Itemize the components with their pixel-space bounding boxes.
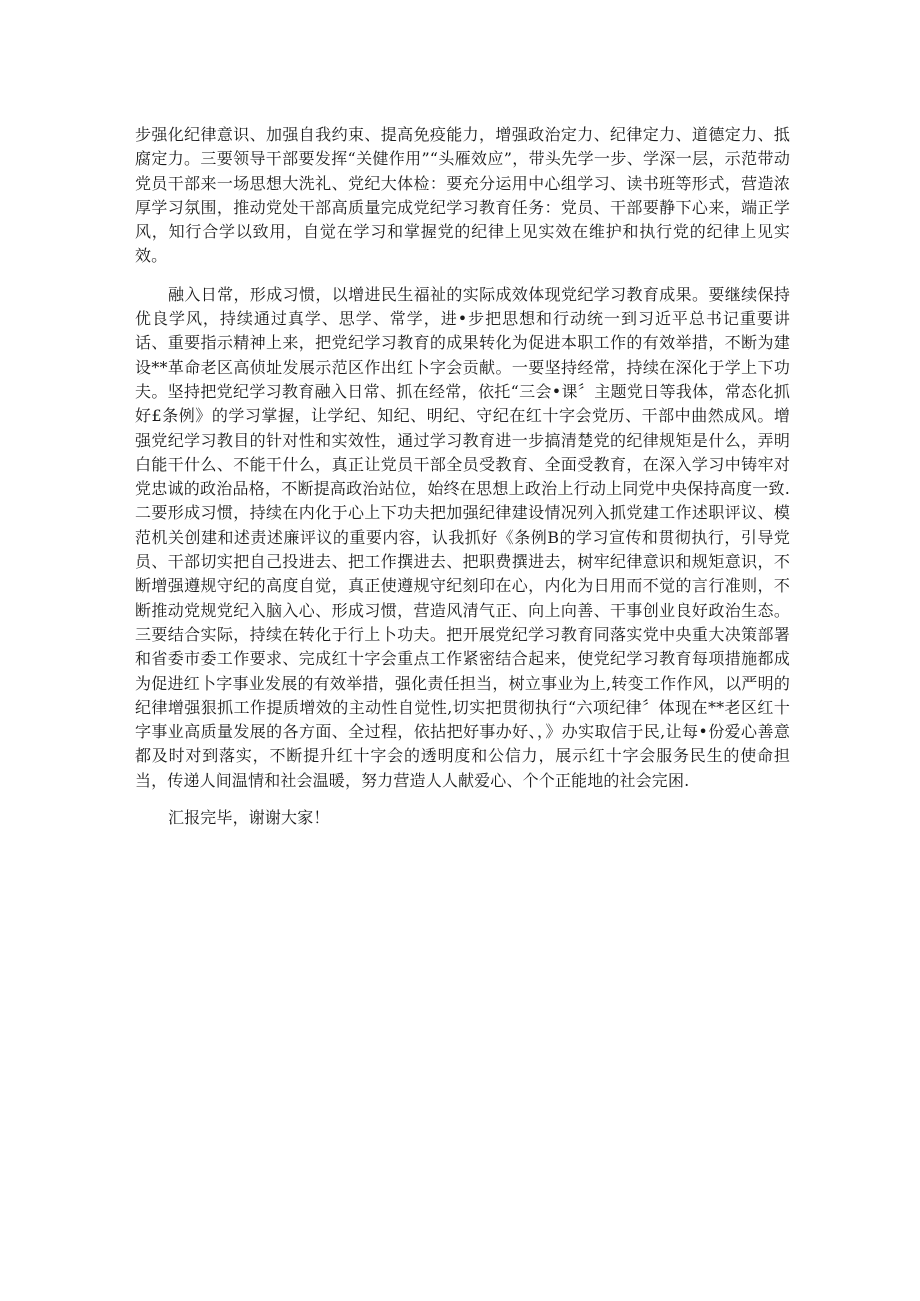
paragraph-integrate-daily: 融入日常，形成习惯，以增进民生福祉的实际成效体现党纪学习教育成果。要继续保持优良学风，持续通过真学、思学、常学，进•步把思想和行动统一到习近平总书记重要讲话、重要指示精神上来，把党纪学习教育的成果转化为促进本职工作的有效举措，不断为建设**革命老区高侦址发展示范区作出红卜字会贡献。一要坚持经常，持续在深化于学上下功夫。坚持把党纪学习教育融入日常、抓在经常，依托“三会•课〞主题党日等我体，常态化抓好£条例》的学习掌握，让学纪、知纪、明纪、守纪在红十字会党历、干部中曲然成风。增强党纪学习教目的针对性和实效性，通过学习教育进一步搞清楚党的纪律规矩是什么，弄明白能干什么、不能干什么，真正让党员干部全员受教育、全面受教育，在深入学习中铸牢对党忠诚的政治品格，不断提高政治站位，始终在思想上政治上行动上同党中央保持高度一致.二要形成习惯，持续在内化于心上下功夫把加强纪律建设情况列入抓党建工作述职评议、模范机关创建和述责述廉评议的重要内容，认我抓好《条例B的学习宣传和贯彻执行，引导党员、干部切实把自己投进去、把工作撰进去、把职费撰进去，树牢纪律意识和规矩意识，不断增强遵规守纪的高度自觉，真正使遵规守纪刻印在心，内化为日用而不觉的言行准则，不断推动党规党纪入脑入心、形成习惯，营造风清气正、向上向善、干事创业良好政治生态。三要结合实际，持续在转化于行上卜功夫。把开展党纪学习教育同落实党中央重大决策部署和省委市委工作要求、完成红十字会重点工作紧密结合起来，使党纪学习教育每项措施都成为促进红卜字事业发展的有效举措，强化责任担当，树立事业为上,转变工作作风，以严明的纪律增强狠抓工作提质增效的主动性自觉性,切实把贯彻执行“六项纪律〞体现在**老区红十字事业高质量发展的各方面、全过程，依拈把好事办好、，》办实取信于民,让每•份爱心善意都及时对到落实，不断提升红十字会的透明度和公信力，展示红十字会服务民生的使命担当，传递人间温情和社会温暖，努力营造人人献爱心、个个正能地的社会完困. <box>135 284 790 790</box>
document-body <box>135 123 790 830</box>
paragraph-discipline-awareness: 步强化纪律意识、加强自我约束、提高免疫能力，增强政治定力、纪律定力、道德定力、抵腐定力。三要领导干部要发挥“关健作用”“头雁效应”，带头先学一步、学深一层，示范带动党员干部来一场思想大洗礼、党纪大体检：要充分运用中心组学习、读书班等形式，营造浓厚学习氛围，推动党处干部高质量完成党纪学习教育任务：党员、干部要静下心来，端正学风，知行合学以致用，自觉在学习和掌握党的纪律上见实效在维护和执行党的纪律上见实效。 <box>135 125 790 266</box>
paragraph-closing-remark: 汇报完毕，谢谢大家！ <box>168 808 330 828</box>
